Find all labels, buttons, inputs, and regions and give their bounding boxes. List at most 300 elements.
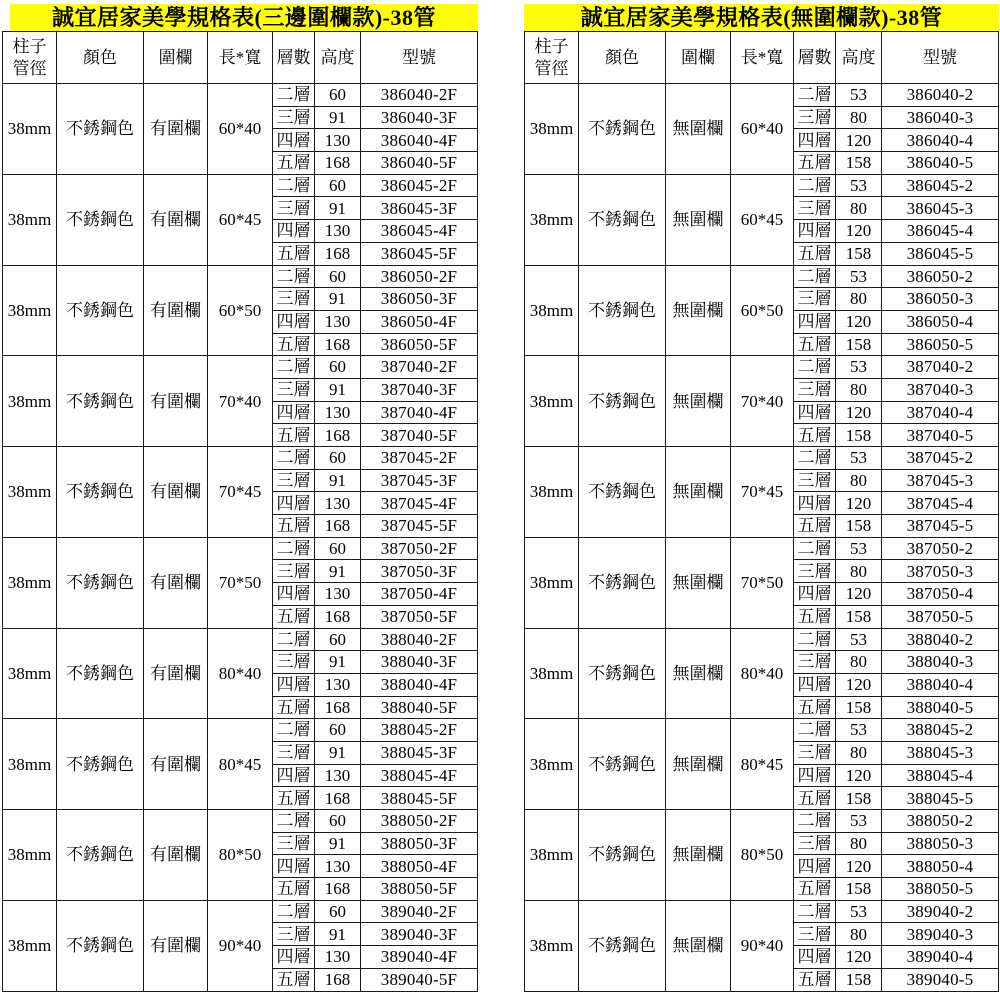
diameter-cell: 38mm: [525, 174, 579, 265]
layers-cell: 五層: [273, 242, 315, 265]
layers-cell: 三層: [794, 288, 836, 311]
model-cell: 387040-4F: [361, 401, 478, 424]
diameter-cell: 38mm: [525, 900, 579, 991]
size-cell: 80*50: [208, 810, 273, 901]
layers-cell: 五層: [794, 878, 836, 901]
spec-row: [525, 174, 999, 197]
height-cell: 91: [315, 197, 361, 220]
layers-cell: 二層: [794, 537, 836, 560]
size-cell: 80*40: [731, 628, 794, 719]
diameter-cell: 38mm: [525, 447, 579, 538]
layers-cell: 五層: [273, 968, 315, 991]
model-cell: 387045-4F: [361, 492, 478, 515]
size-cell: 90*40: [731, 900, 794, 991]
model-cell: 387045-5F: [361, 515, 478, 538]
model-cell: 386045-2F: [361, 174, 478, 197]
model-cell: 387045-2: [882, 447, 999, 470]
height-cell: 158: [836, 333, 882, 356]
size-cell: 70*50: [731, 537, 794, 628]
height-cell: 53: [836, 810, 882, 833]
layers-cell: 二層: [273, 447, 315, 470]
model-cell: 388040-3: [882, 651, 999, 674]
color-cell: 不銹鋼色: [57, 900, 144, 991]
height-cell: 130: [315, 583, 361, 606]
spec-table-unfenced: [524, 4, 999, 992]
height-cell: 158: [836, 696, 882, 719]
layers-cell: 四層: [273, 673, 315, 696]
size-cell: 70*45: [731, 447, 794, 538]
col-header-height: 高度: [315, 32, 361, 84]
fence-cell: 無圍欄: [666, 84, 731, 175]
layers-cell: 三層: [273, 832, 315, 855]
height-cell: 80: [836, 923, 882, 946]
model-cell: 388040-5F: [361, 696, 478, 719]
height-cell: 120: [836, 220, 882, 243]
color-cell: 不銹鋼色: [57, 356, 144, 447]
height-cell: 168: [315, 605, 361, 628]
model-cell: 389040-2: [882, 900, 999, 923]
diameter-cell: 38mm: [525, 84, 579, 175]
model-cell: 388040-5: [882, 696, 999, 719]
spec-row: [525, 84, 999, 107]
col-header-color: 顏色: [579, 32, 666, 84]
col-header-layers: 層數: [794, 32, 836, 84]
height-cell: 158: [836, 515, 882, 538]
layers-cell: 五層: [273, 605, 315, 628]
height-cell: 60: [315, 265, 361, 288]
layers-cell: 四層: [794, 673, 836, 696]
model-cell: 388045-2: [882, 719, 999, 742]
model-cell: 388050-2: [882, 810, 999, 833]
layers-cell: 二層: [273, 900, 315, 923]
size-cell: 80*45: [731, 719, 794, 810]
fence-cell: 無圍欄: [666, 628, 731, 719]
fence-cell: 無圍欄: [666, 810, 731, 901]
layers-cell: 五層: [794, 242, 836, 265]
height-cell: 60: [315, 810, 361, 833]
height-cell: 53: [836, 447, 882, 470]
height-cell: 80: [836, 560, 882, 583]
model-cell: 387050-5: [882, 605, 999, 628]
height-cell: 80: [836, 378, 882, 401]
model-cell: 388040-4F: [361, 673, 478, 696]
layers-cell: 三層: [273, 288, 315, 311]
layers-cell: 二層: [273, 719, 315, 742]
height-cell: 60: [315, 628, 361, 651]
model-cell: 386040-4F: [361, 129, 478, 152]
model-cell: 387045-2F: [361, 447, 478, 470]
spec-row: [3, 447, 478, 470]
height-cell: 53: [836, 900, 882, 923]
model-cell: 386045-3: [882, 197, 999, 220]
height-cell: 120: [836, 855, 882, 878]
model-cell: 387050-2: [882, 537, 999, 560]
col-header-model: 型號: [882, 32, 999, 84]
layers-cell: 三層: [794, 741, 836, 764]
layers-cell: 二層: [273, 356, 315, 379]
fence-cell: 無圍欄: [666, 719, 731, 810]
size-cell: 80*50: [731, 810, 794, 901]
height-cell: 130: [315, 401, 361, 424]
height-cell: 60: [315, 719, 361, 742]
fence-cell: 無圍欄: [666, 900, 731, 991]
size-cell: 80*40: [208, 628, 273, 719]
model-cell: 387040-5: [882, 424, 999, 447]
model-cell: 387040-2F: [361, 356, 478, 379]
height-cell: 168: [315, 696, 361, 719]
col-header-model: 型號: [361, 32, 478, 84]
model-cell: 386040-4: [882, 129, 999, 152]
model-cell: 388050-4: [882, 855, 999, 878]
size-cell: 60*40: [731, 84, 794, 175]
layers-cell: 四層: [794, 401, 836, 424]
table-title-fenced: 誠宜居家美學規格表(三邊圍欄款)-38管: [10, 4, 478, 31]
size-cell: 60*50: [731, 265, 794, 356]
spec-row: [3, 537, 478, 560]
model-cell: 386045-2: [882, 174, 999, 197]
size-cell: 60*40: [208, 84, 273, 175]
layers-cell: 三層: [273, 651, 315, 674]
height-cell: 158: [836, 968, 882, 991]
height-cell: 91: [315, 832, 361, 855]
size-cell: 70*40: [208, 356, 273, 447]
model-cell: 388050-3F: [361, 832, 478, 855]
col-header-diameter: 柱子管徑: [3, 32, 57, 84]
spec-row: [525, 810, 999, 833]
height-cell: 53: [836, 537, 882, 560]
model-cell: 386040-5F: [361, 152, 478, 175]
layers-cell: 二層: [794, 810, 836, 833]
color-cell: 不銹鋼色: [579, 628, 666, 719]
diameter-cell: 38mm: [3, 447, 57, 538]
fence-cell: 有圍欄: [144, 900, 208, 991]
model-cell: 387050-3F: [361, 560, 478, 583]
model-cell: 388050-2F: [361, 810, 478, 833]
height-cell: 168: [315, 333, 361, 356]
model-cell: 388050-3: [882, 832, 999, 855]
height-cell: 120: [836, 946, 882, 969]
fence-cell: 無圍欄: [666, 356, 731, 447]
height-cell: 91: [315, 923, 361, 946]
layers-cell: 四層: [273, 310, 315, 333]
model-cell: 389040-5: [882, 968, 999, 991]
layers-cell: 三層: [273, 923, 315, 946]
fence-cell: 有圍欄: [144, 628, 208, 719]
layers-cell: 三層: [794, 106, 836, 129]
height-cell: 158: [836, 152, 882, 175]
model-cell: 386040-2F: [361, 84, 478, 107]
col-header-height: 高度: [836, 32, 882, 84]
model-cell: 387045-3F: [361, 469, 478, 492]
height-cell: 158: [836, 787, 882, 810]
size-cell: 70*45: [208, 447, 273, 538]
height-cell: 168: [315, 152, 361, 175]
height-cell: 91: [315, 560, 361, 583]
color-cell: 不銹鋼色: [579, 84, 666, 175]
height-cell: 60: [315, 900, 361, 923]
model-cell: 388045-4: [882, 764, 999, 787]
diameter-cell: 38mm: [525, 537, 579, 628]
layers-cell: 四層: [273, 220, 315, 243]
height-cell: 120: [836, 129, 882, 152]
layers-cell: 四層: [794, 855, 836, 878]
model-cell: 387050-3: [882, 560, 999, 583]
table-title-unfenced: 誠宜居家美學規格表(無圍欄款)-38管: [524, 4, 999, 31]
fence-cell: 有圍欄: [144, 174, 208, 265]
layers-cell: 四層: [794, 946, 836, 969]
model-cell: 386045-5: [882, 242, 999, 265]
layers-cell: 三層: [273, 741, 315, 764]
layers-cell: 五層: [273, 152, 315, 175]
model-cell: 387045-4: [882, 492, 999, 515]
height-cell: 60: [315, 84, 361, 107]
height-cell: 130: [315, 946, 361, 969]
header-row: [525, 32, 999, 84]
height-cell: 158: [836, 242, 882, 265]
layers-cell: 三層: [273, 469, 315, 492]
model-cell: 386045-4F: [361, 220, 478, 243]
model-cell: 388040-2F: [361, 628, 478, 651]
model-cell: 388050-5: [882, 878, 999, 901]
model-cell: 386050-4: [882, 310, 999, 333]
height-cell: 53: [836, 174, 882, 197]
layers-cell: 二層: [794, 900, 836, 923]
spec-table: [524, 31, 999, 992]
model-cell: 386050-2F: [361, 265, 478, 288]
height-cell: 53: [836, 628, 882, 651]
height-cell: 158: [836, 424, 882, 447]
model-cell: 388050-4F: [361, 855, 478, 878]
model-cell: 389040-2F: [361, 900, 478, 923]
fence-cell: 無圍欄: [666, 537, 731, 628]
layers-cell: 五層: [273, 787, 315, 810]
layers-cell: 五層: [794, 152, 836, 175]
layers-cell: 四層: [273, 855, 315, 878]
layers-cell: 三層: [794, 560, 836, 583]
model-cell: 387050-4F: [361, 583, 478, 606]
layers-cell: 四層: [273, 492, 315, 515]
spec-row: [525, 628, 999, 651]
col-header-size: 長*寬: [731, 32, 794, 84]
height-cell: 130: [315, 310, 361, 333]
model-cell: 388040-4: [882, 673, 999, 696]
height-cell: 120: [836, 764, 882, 787]
diameter-cell: 38mm: [3, 84, 57, 175]
height-cell: 91: [315, 741, 361, 764]
model-cell: 387040-3: [882, 378, 999, 401]
fence-cell: 有圍欄: [144, 356, 208, 447]
layers-cell: 四層: [273, 764, 315, 787]
height-cell: 91: [315, 106, 361, 129]
height-cell: 91: [315, 651, 361, 674]
spec-row: [3, 174, 478, 197]
spec-row: [3, 84, 478, 107]
col-header-color: 顏色: [57, 32, 144, 84]
height-cell: 80: [836, 106, 882, 129]
height-cell: 60: [315, 356, 361, 379]
model-cell: 387040-3F: [361, 378, 478, 401]
layers-cell: 二層: [794, 356, 836, 379]
height-cell: 120: [836, 583, 882, 606]
height-cell: 158: [836, 605, 882, 628]
layers-cell: 二層: [794, 628, 836, 651]
height-cell: 130: [315, 220, 361, 243]
model-cell: 386040-5: [882, 152, 999, 175]
color-cell: 不銹鋼色: [57, 537, 144, 628]
diameter-cell: 38mm: [3, 628, 57, 719]
diameter-cell: 38mm: [3, 900, 57, 991]
spec-row: [525, 537, 999, 560]
spec-row: [525, 356, 999, 379]
col-header-fence: 圍欄: [144, 32, 208, 84]
color-cell: 不銹鋼色: [579, 900, 666, 991]
layers-cell: 四層: [794, 583, 836, 606]
height-cell: 60: [315, 447, 361, 470]
model-cell: 386050-3F: [361, 288, 478, 311]
diameter-cell: 38mm: [3, 174, 57, 265]
layers-cell: 五層: [794, 696, 836, 719]
spec-table: [2, 31, 478, 992]
spec-row: [525, 900, 999, 923]
model-cell: 389040-4: [882, 946, 999, 969]
diameter-cell: 38mm: [3, 719, 57, 810]
layers-cell: 五層: [273, 424, 315, 447]
color-cell: 不銹鋼色: [57, 265, 144, 356]
model-cell: 386040-3F: [361, 106, 478, 129]
color-cell: 不銹鋼色: [57, 719, 144, 810]
size-cell: 70*50: [208, 537, 273, 628]
header-row: [3, 32, 478, 84]
spec-row: [525, 447, 999, 470]
layers-cell: 三層: [273, 560, 315, 583]
fence-cell: 有圍欄: [144, 84, 208, 175]
fence-cell: 有圍欄: [144, 810, 208, 901]
height-cell: 168: [315, 968, 361, 991]
color-cell: 不銹鋼色: [57, 447, 144, 538]
layers-cell: 二層: [273, 537, 315, 560]
size-cell: 90*40: [208, 900, 273, 991]
model-cell: 386050-3: [882, 288, 999, 311]
spec-table-fenced: [2, 4, 478, 992]
layers-cell: 三層: [794, 923, 836, 946]
layers-cell: 二層: [794, 265, 836, 288]
color-cell: 不銹鋼色: [579, 719, 666, 810]
color-cell: 不銹鋼色: [57, 628, 144, 719]
model-cell: 388045-3F: [361, 741, 478, 764]
spec-row: [3, 900, 478, 923]
height-cell: 80: [836, 469, 882, 492]
model-cell: 388045-5: [882, 787, 999, 810]
diameter-cell: 38mm: [3, 810, 57, 901]
model-cell: 388050-5F: [361, 878, 478, 901]
model-cell: 387040-5F: [361, 424, 478, 447]
fence-cell: 有圍欄: [144, 719, 208, 810]
height-cell: 168: [315, 242, 361, 265]
model-cell: 389040-3: [882, 923, 999, 946]
layers-cell: 二層: [273, 84, 315, 107]
model-cell: 387050-2F: [361, 537, 478, 560]
diameter-cell: 38mm: [525, 628, 579, 719]
color-cell: 不銹鋼色: [57, 810, 144, 901]
model-cell: 388045-3: [882, 741, 999, 764]
spec-row: [3, 628, 478, 651]
layers-cell: 三層: [794, 197, 836, 220]
height-cell: 80: [836, 832, 882, 855]
model-cell: 386045-4: [882, 220, 999, 243]
height-cell: 53: [836, 84, 882, 107]
diameter-cell: 38mm: [3, 537, 57, 628]
color-cell: 不銹鋼色: [579, 810, 666, 901]
model-cell: 388045-2F: [361, 719, 478, 742]
layers-cell: 三層: [794, 832, 836, 855]
layers-cell: 四層: [794, 492, 836, 515]
color-cell: 不銹鋼色: [579, 174, 666, 265]
col-header-fence: 圍欄: [666, 32, 731, 84]
height-cell: 80: [836, 197, 882, 220]
layers-cell: 二層: [794, 719, 836, 742]
size-cell: 60*45: [731, 174, 794, 265]
height-cell: 60: [315, 174, 361, 197]
model-cell: 386050-4F: [361, 310, 478, 333]
layers-cell: 五層: [273, 696, 315, 719]
size-cell: 80*45: [208, 719, 273, 810]
size-cell: 70*40: [731, 356, 794, 447]
table-body: [525, 84, 999, 992]
model-cell: 386050-2: [882, 265, 999, 288]
layers-cell: 三層: [273, 197, 315, 220]
model-cell: 388040-3F: [361, 651, 478, 674]
col-header-diameter: 柱子管徑: [525, 32, 579, 84]
layers-cell: 三層: [794, 378, 836, 401]
layers-cell: 四層: [794, 764, 836, 787]
height-cell: 168: [315, 787, 361, 810]
height-cell: 168: [315, 515, 361, 538]
height-cell: 53: [836, 265, 882, 288]
spec-row: [3, 356, 478, 379]
diameter-cell: 38mm: [3, 265, 57, 356]
color-cell: 不銹鋼色: [579, 537, 666, 628]
layers-cell: 四層: [273, 401, 315, 424]
model-cell: 386045-3F: [361, 197, 478, 220]
layers-cell: 二層: [794, 447, 836, 470]
color-cell: 不銹鋼色: [579, 356, 666, 447]
layers-cell: 三層: [794, 651, 836, 674]
layers-cell: 五層: [273, 333, 315, 356]
model-cell: 387045-5: [882, 515, 999, 538]
height-cell: 120: [836, 492, 882, 515]
fence-cell: 無圍欄: [666, 447, 731, 538]
layers-cell: 二層: [273, 810, 315, 833]
color-cell: 不銹鋼色: [57, 84, 144, 175]
color-cell: 不銹鋼色: [57, 174, 144, 265]
diameter-cell: 38mm: [3, 356, 57, 447]
height-cell: 130: [315, 129, 361, 152]
model-cell: 387050-4: [882, 583, 999, 606]
height-cell: 158: [836, 878, 882, 901]
layers-cell: 二層: [794, 174, 836, 197]
height-cell: 130: [315, 855, 361, 878]
layers-cell: 三層: [273, 378, 315, 401]
size-cell: 60*45: [208, 174, 273, 265]
model-cell: 388045-5F: [361, 787, 478, 810]
fence-cell: 有圍欄: [144, 447, 208, 538]
model-cell: 386040-2: [882, 84, 999, 107]
size-cell: 60*50: [208, 265, 273, 356]
height-cell: 80: [836, 651, 882, 674]
layers-cell: 二層: [273, 628, 315, 651]
layers-cell: 四層: [794, 310, 836, 333]
model-cell: 386045-5F: [361, 242, 478, 265]
